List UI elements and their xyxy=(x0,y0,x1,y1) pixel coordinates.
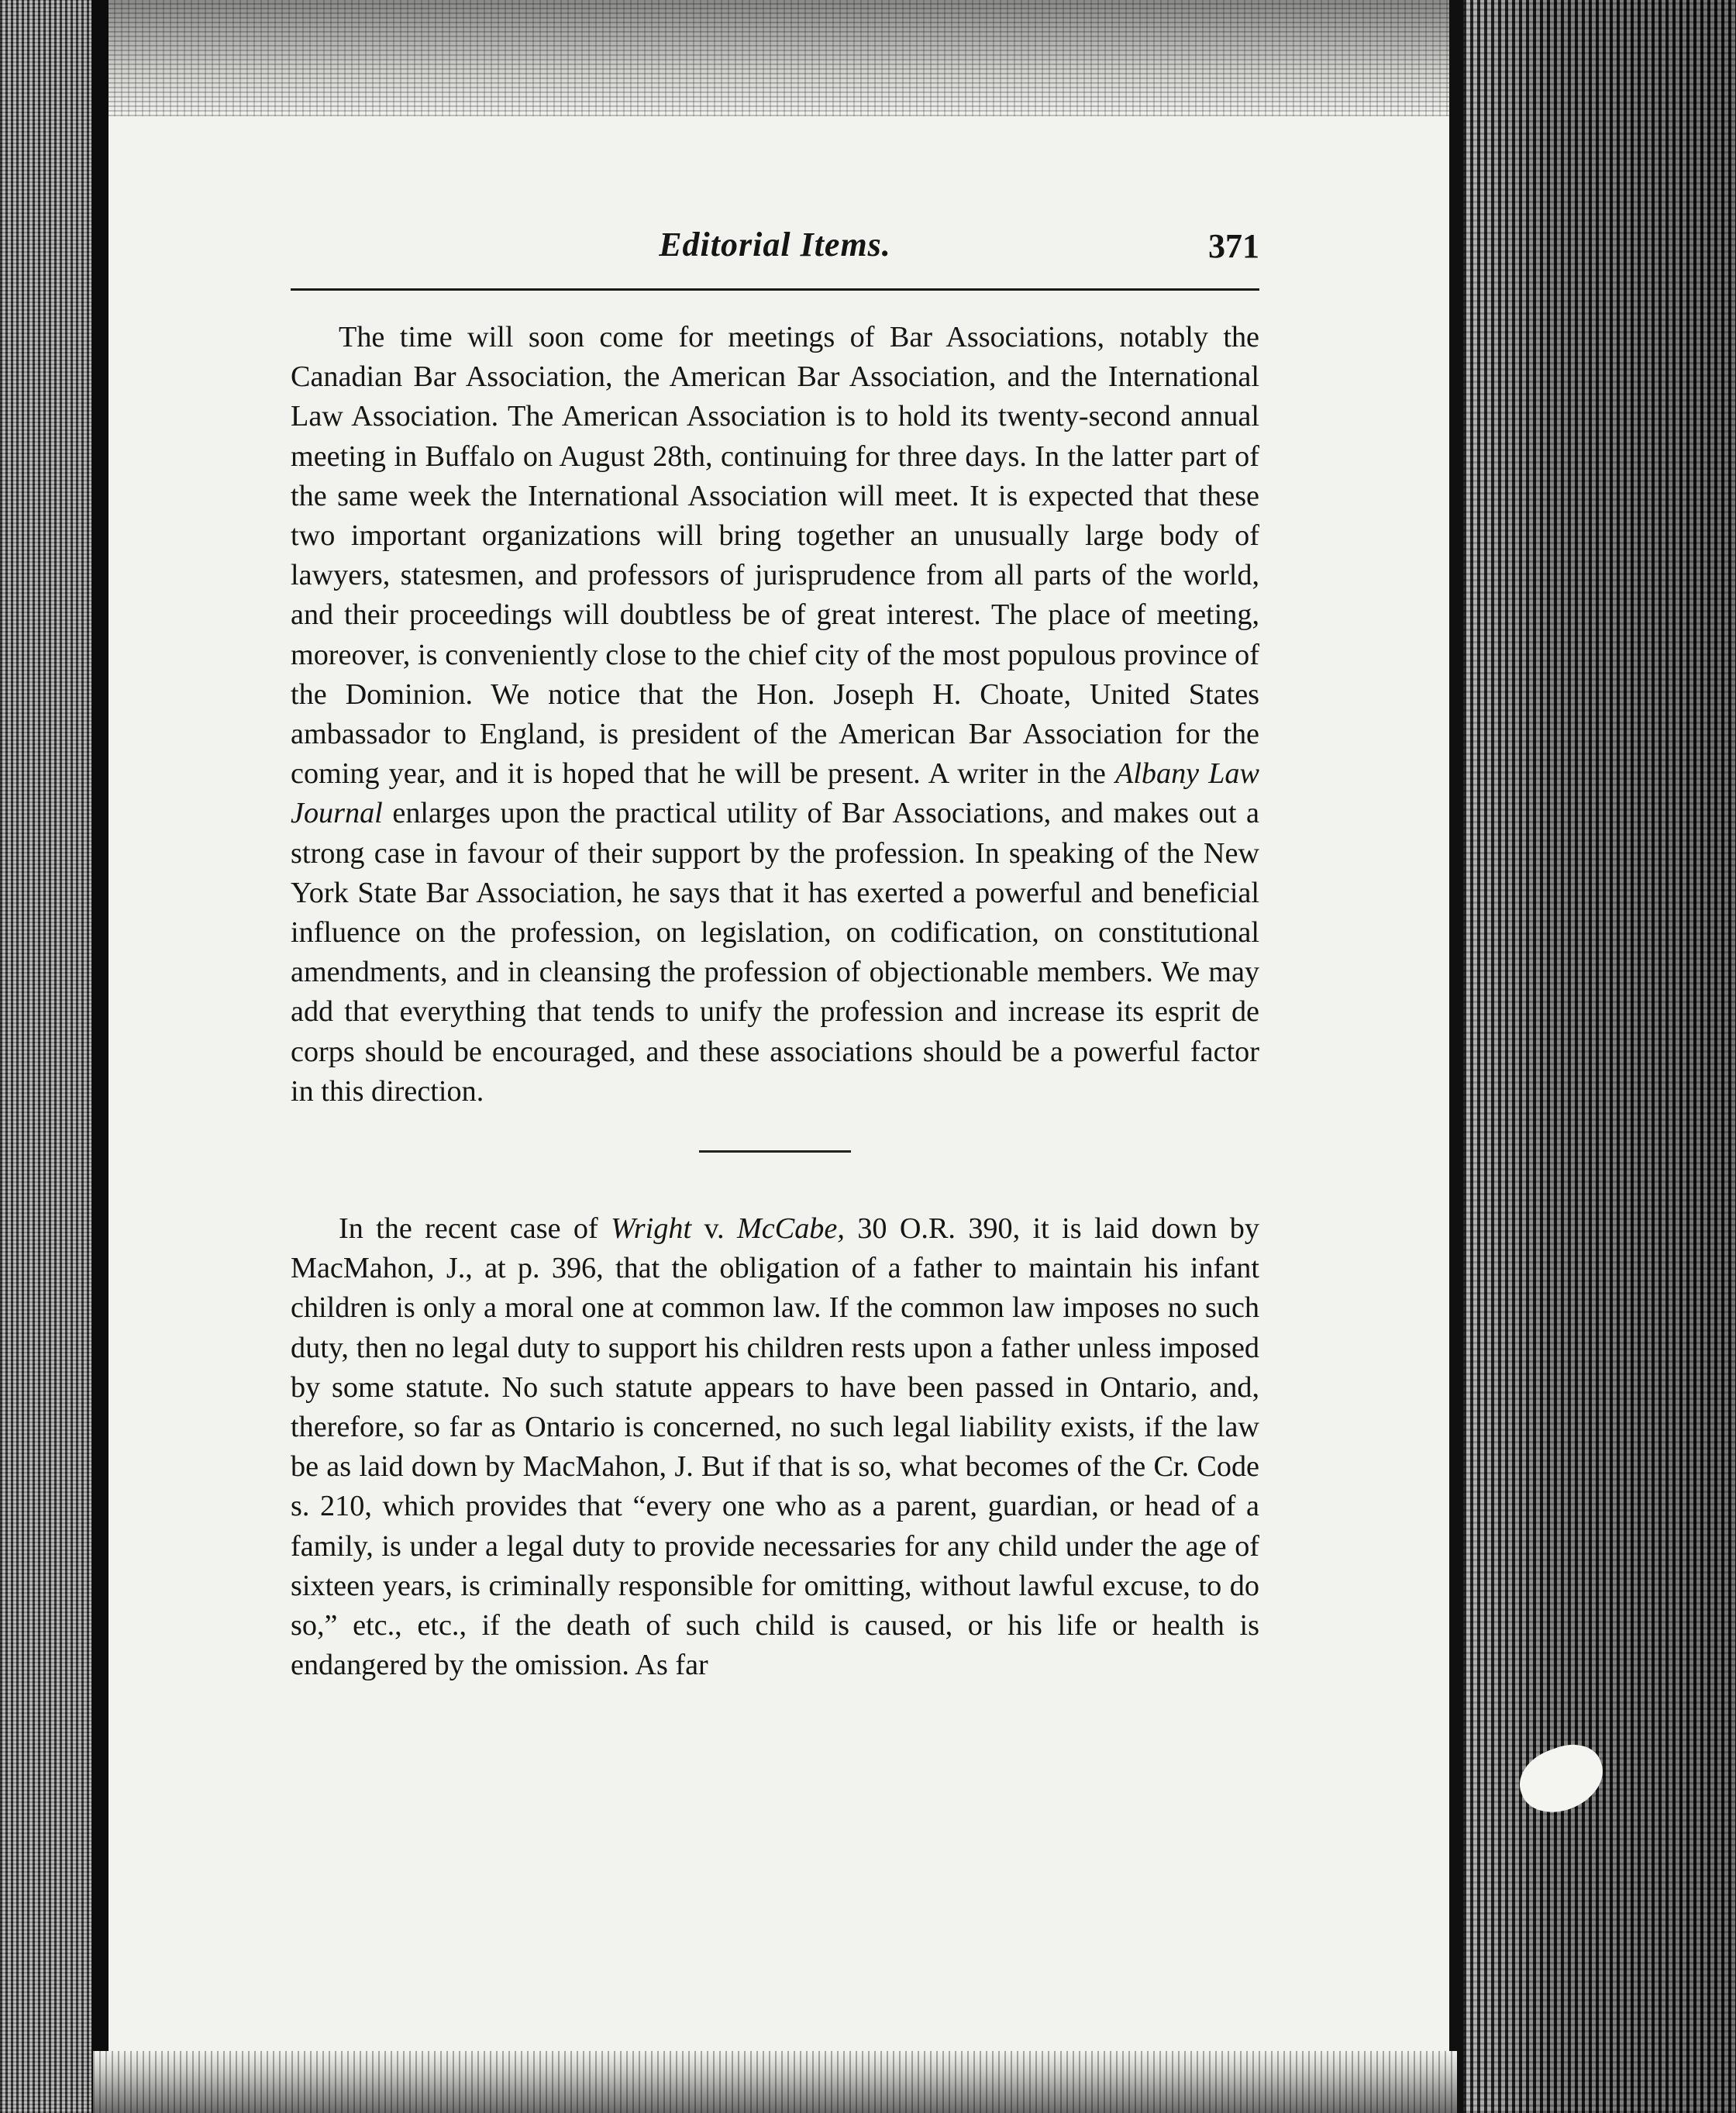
scan-right-border xyxy=(1449,0,1736,2113)
section-separator xyxy=(699,1150,851,1153)
page-header xyxy=(291,225,1259,295)
page-number: 371 xyxy=(1208,227,1259,265)
text-run: enlarges upon the practical utility of Bar Associations, and makes out a strong case in favour of their support by the profession. In speaking of the New York State Bar Association, he says that it has exerted a powerful and beneficial influence on the profession, on legislation, on codification, on constitutional amendments, and in cleansing the profession of objectionable members. We may add that everything that tends to unify the profession and increase its esprit de corps should be encouraged, and these associations should be a powerful factor in this direction. xyxy=(291,797,1259,1108)
italic-text-run: Wright xyxy=(611,1212,692,1246)
text-run: In the recent case of xyxy=(339,1212,611,1246)
scan-right-edge xyxy=(1449,0,1463,2113)
scan-left-border xyxy=(0,0,101,2113)
paragraph-wright-v-mccabe xyxy=(291,1209,1259,1685)
scan-left-edge xyxy=(91,0,108,2113)
italic-text-run: McCabe, xyxy=(736,1212,845,1246)
header-rule xyxy=(291,288,1259,291)
paragraph-bar-associations xyxy=(291,318,1259,1112)
scan-top-border xyxy=(93,0,1457,116)
page xyxy=(291,225,1259,1686)
text-run: The time will soon come for meetings of Bar Associations, notably the Canadian Bar Association, the American Bar Association, and the International Law Association. The American Association is to hold its twenty-second annual meeting in Buffalo on August 28th, continuing for three days. In the latter part of the same week the International Association will meet. It is expected that these two important organizations will bring together an unusually large body of lawyers, statesmen, and professors of jurisprudence from all parts of the world, and their proceedings will doubtless be of great interest. The place of meeting, moreover, is conveniently close to the chief city of the most populous province of the Dominion. We notice that the Hon. Joseph H. Choate, United States ambassador to England, is president of the American Bar Association for the coming year, and it is hoped that he will be present. A writer in the xyxy=(291,321,1259,791)
text-run: 30 O.R. 390, it is laid down by MacMahon, J., at p. 396, that the obligation of a father to maintain his infant children is only a moral one at common law. If the common law imposes no such duty, then no legal duty to support his children rests upon a father unless imposed by some statute. No such statute appears to have been passed in Ontario, and, therefore, so far as Ontario is concerned, no such legal liability exists, if the law be as laid down by MacMahon, J. But if that is so, what becomes of the Cr. Code s. 210, which provides that “every one who as a parent, guardian, or head of a family, is under a legal duty to provide necessaries for any child under the age of sixteen years, is criminally responsible for omitting, without lawful excuse, to do so,” etc., etc., if the death of such child is caused, or his life or health is endangered by the omission. As far xyxy=(291,1212,1259,1682)
italic-text-run: Albany Law Journal xyxy=(291,757,1259,830)
running-title: Editorial Items. xyxy=(659,226,891,264)
scan-bottom-border xyxy=(93,2051,1457,2113)
text-run: v. xyxy=(691,1212,737,1246)
